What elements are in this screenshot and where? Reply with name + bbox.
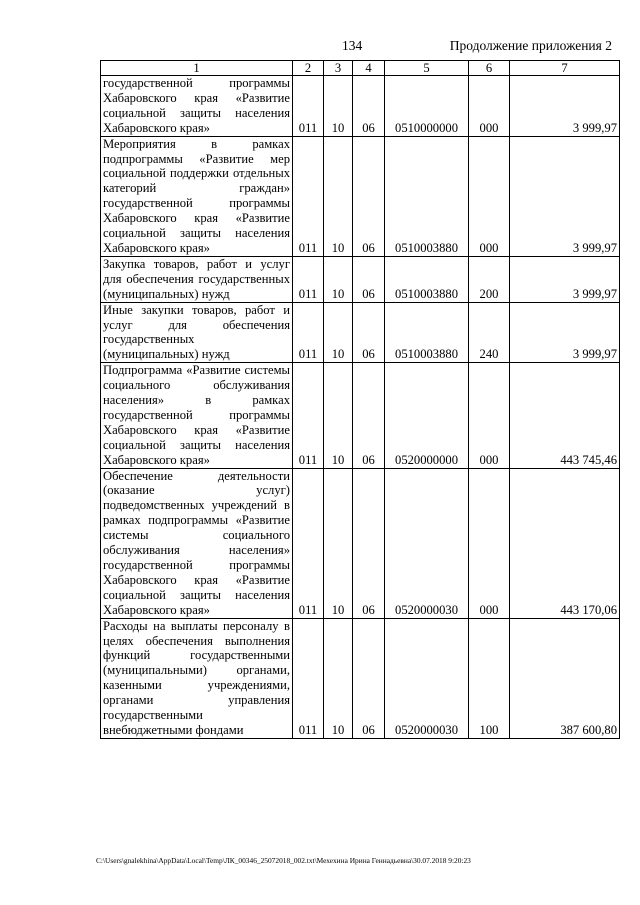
column-header: 4	[353, 61, 385, 76]
continuation-label: Продолжение приложения 2	[449, 38, 612, 53]
row-col6: 000	[469, 136, 510, 256]
row-name: государственной программы Хабаровского края «Развитие социальной защиты населения Хабаровского края»	[101, 76, 293, 137]
row-amount: 3 999,97	[510, 302, 620, 363]
row-col2: 011	[293, 468, 324, 618]
table-row	[101, 363, 620, 468]
row-col2: 011	[293, 136, 324, 256]
row-amount: 3 999,97	[510, 256, 620, 302]
column-header: 1	[101, 61, 293, 76]
table-row	[101, 618, 620, 738]
row-col5: 0520000030	[385, 618, 469, 738]
row-col3: 10	[324, 302, 353, 363]
column-header: 3	[324, 61, 353, 76]
column-header: 2	[293, 61, 324, 76]
row-col2: 011	[293, 302, 324, 363]
row-col5: 0510003880	[385, 136, 469, 256]
row-name: Обеспечение деятельности (оказание услуг) подведомственных учреждений в рамках подпрограммы «Развитие системы социального обслуживания населения» государственной программы Хабаровского края «Развитие социальной защиты населения Хабаровского края»	[101, 468, 293, 618]
row-col3: 10	[324, 468, 353, 618]
row-col6: 000	[469, 76, 510, 137]
row-amount: 443 170,06	[510, 468, 620, 618]
row-name: Закупка товаров, работ и услуг для обеспечения государственных (муниципальных) нужд	[101, 256, 293, 302]
row-col5: 0510003880	[385, 256, 469, 302]
row-name: Иные закупки товаров, работ и услуг для обеспечения государственных (муниципальных) нужд	[101, 302, 293, 363]
row-col2: 011	[293, 363, 324, 468]
column-header: 6	[469, 61, 510, 76]
row-col3: 10	[324, 136, 353, 256]
row-amount: 387 600,80	[510, 618, 620, 738]
row-name: Мероприятия в рамках подпрограммы «Развитие мер социальной поддержки отдельных категорий граждан» государственной программы Хабаровского края «Развитие социальной защиты населения Хабаровского края»	[101, 136, 293, 256]
page-number: 134	[342, 38, 363, 53]
row-col4: 06	[353, 618, 385, 738]
table-row	[101, 302, 620, 363]
table-row	[101, 256, 620, 302]
row-col4: 06	[353, 302, 385, 363]
row-col6: 000	[469, 468, 510, 618]
budget-table	[100, 60, 620, 739]
row-col5: 0520000030	[385, 468, 469, 618]
row-col6: 240	[469, 302, 510, 363]
row-col4: 06	[353, 76, 385, 137]
table-row	[101, 136, 620, 256]
row-col2: 011	[293, 76, 324, 137]
column-header: 7	[510, 61, 620, 76]
row-col3: 10	[324, 363, 353, 468]
table-row	[101, 468, 620, 618]
table-row	[101, 76, 620, 137]
row-name: Подпрограмма «Развитие системы социального обслуживания населения» в рамках государственной программы Хабаровского края «Развитие социальной защиты населения Хабаровского края»	[101, 363, 293, 468]
column-header-row	[101, 61, 620, 76]
column-header: 5	[385, 61, 469, 76]
row-col2: 011	[293, 256, 324, 302]
row-name: Расходы на выплаты персоналу в целях обеспечения выполнения функций государственными (муниципальными) органами, казенными учреждениями, органами управления государственными внебюджетными фондами	[101, 618, 293, 738]
row-col3: 10	[324, 256, 353, 302]
row-col5: 0520000000	[385, 363, 469, 468]
row-col6: 100	[469, 618, 510, 738]
row-amount: 3 999,97	[510, 136, 620, 256]
row-col4: 06	[353, 363, 385, 468]
row-col5: 0510000000	[385, 76, 469, 137]
row-col2: 011	[293, 618, 324, 738]
row-col3: 10	[324, 76, 353, 137]
page-header	[0, 38, 640, 56]
row-col4: 06	[353, 256, 385, 302]
row-col6: 000	[469, 363, 510, 468]
row-col3: 10	[324, 618, 353, 738]
row-col4: 06	[353, 468, 385, 618]
row-col6: 200	[469, 256, 510, 302]
file-path-footer: C:\Users\gnalekhina\AppData\Local\Temp\ЛК_00346_25072018_002.txt\Мехехина Ирина Геннадьевна\30.07.2018 9:20:23	[96, 856, 471, 865]
row-amount: 3 999,97	[510, 76, 620, 137]
row-col4: 06	[353, 136, 385, 256]
row-col5: 0510003880	[385, 302, 469, 363]
row-amount: 443 745,46	[510, 363, 620, 468]
